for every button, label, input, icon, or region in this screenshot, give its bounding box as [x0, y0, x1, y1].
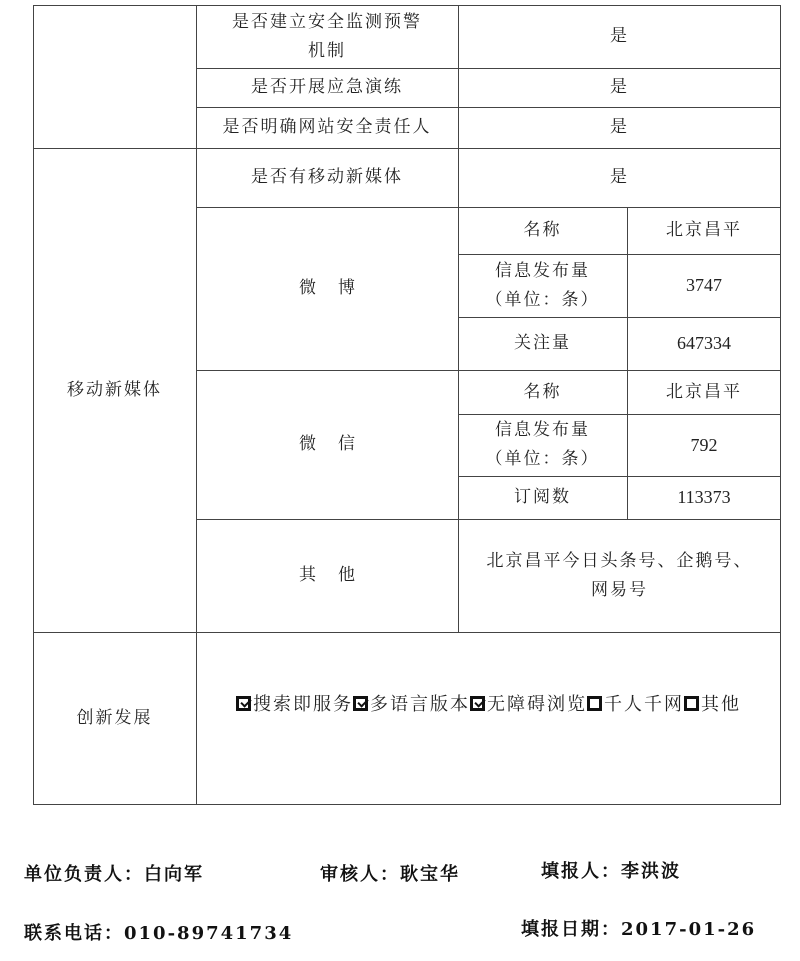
- security-owner-value: 是: [610, 117, 629, 137]
- date-label: 填报日期：: [521, 919, 621, 940]
- has-mobile-media-label: 是否有移动新媒体: [251, 167, 403, 187]
- emergency-drill-value: 是: [610, 77, 629, 97]
- filler: [541, 857, 681, 883]
- innovation-section-label: 创新发展: [76, 707, 153, 728]
- option-search-as-service[interactable]: [236, 690, 353, 716]
- option-label: 其他: [701, 694, 741, 715]
- mobile-media-section-label: 移动新媒体: [67, 379, 162, 400]
- option-accessibility[interactable]: [470, 690, 587, 716]
- value-line: 北京昌平今日头条号、企鹅号、: [486, 550, 753, 571]
- contact-phone: [24, 919, 293, 945]
- checkbox-checked-icon[interactable]: [236, 696, 251, 711]
- option-other[interactable]: [684, 690, 741, 716]
- label-line: 信息发布量: [495, 260, 590, 281]
- checkbox-unchecked-icon[interactable]: [587, 696, 602, 711]
- option-label: 无障碍浏览: [487, 694, 587, 715]
- weibo-posts-label: [458, 254, 627, 317]
- unit-head-value: 白向军: [144, 864, 204, 885]
- reviewer-value: 耿宝华: [400, 864, 460, 885]
- weibo-name-label: 名称: [523, 220, 562, 240]
- other-media-label: 其他: [299, 565, 377, 585]
- option-label: 千人千网: [604, 694, 684, 715]
- weibo-posts-value: 3747: [686, 275, 722, 295]
- weixin-subscribers-value: 113373: [677, 487, 731, 507]
- weixin-label: 微信: [299, 434, 377, 454]
- label-line: （单位：条）: [485, 289, 600, 310]
- reviewer: [320, 860, 460, 886]
- emergency-drill-label: 是否开展应急演练: [251, 77, 403, 97]
- value-line: 网易号: [591, 579, 648, 600]
- label-line: 是否建立安全监测预警: [232, 11, 422, 32]
- weixin-name-value: 北京昌平: [666, 381, 742, 402]
- label-line: 机制: [308, 40, 346, 61]
- option-label: 多语言版本: [370, 694, 470, 715]
- reviewer-label: 审核人：: [320, 864, 400, 885]
- weibo-followers-value: 647334: [677, 333, 731, 353]
- date-value: 2017-01-26: [621, 919, 757, 940]
- unit-head: [24, 860, 204, 886]
- weixin-subscribers-label: 订阅数: [514, 487, 571, 507]
- other-media-value: [458, 519, 781, 632]
- checkbox-unchecked-icon[interactable]: [684, 696, 699, 711]
- has-mobile-media-value: 是: [610, 167, 629, 187]
- filler-label: 填报人：: [541, 861, 621, 882]
- security-monitoring-label: [196, 5, 458, 68]
- phone-value: 010-89741734: [124, 923, 294, 944]
- weibo-label: 微博: [299, 278, 377, 298]
- option-label: 搜索即服务: [253, 694, 353, 715]
- option-multilingual[interactable]: [353, 690, 470, 716]
- report-date: [521, 915, 756, 941]
- checkbox-checked-icon[interactable]: [353, 696, 368, 711]
- unit-head-label: 单位负责人：: [24, 864, 144, 885]
- checkbox-checked-icon[interactable]: [470, 696, 485, 711]
- weixin-name-label: 名称: [523, 381, 562, 402]
- option-personalized[interactable]: [587, 690, 684, 716]
- phone-label: 联系电话：: [24, 923, 124, 944]
- security-monitoring-value: 是: [610, 26, 629, 46]
- innovation-options: [236, 690, 741, 716]
- weixin-posts-label: [458, 414, 627, 476]
- filler-value: 李洪波: [621, 861, 681, 882]
- weibo-followers-label: 关注量: [514, 333, 571, 353]
- weixin-posts-value: 792: [690, 434, 718, 455]
- table-border-bottom: [33, 804, 781, 805]
- label-line: 信息发布量: [495, 420, 590, 440]
- label-line: （单位：条）: [485, 449, 600, 469]
- security-owner-label: 是否明确网站安全责任人: [222, 117, 432, 137]
- weibo-name-value: 北京昌平: [666, 220, 742, 240]
